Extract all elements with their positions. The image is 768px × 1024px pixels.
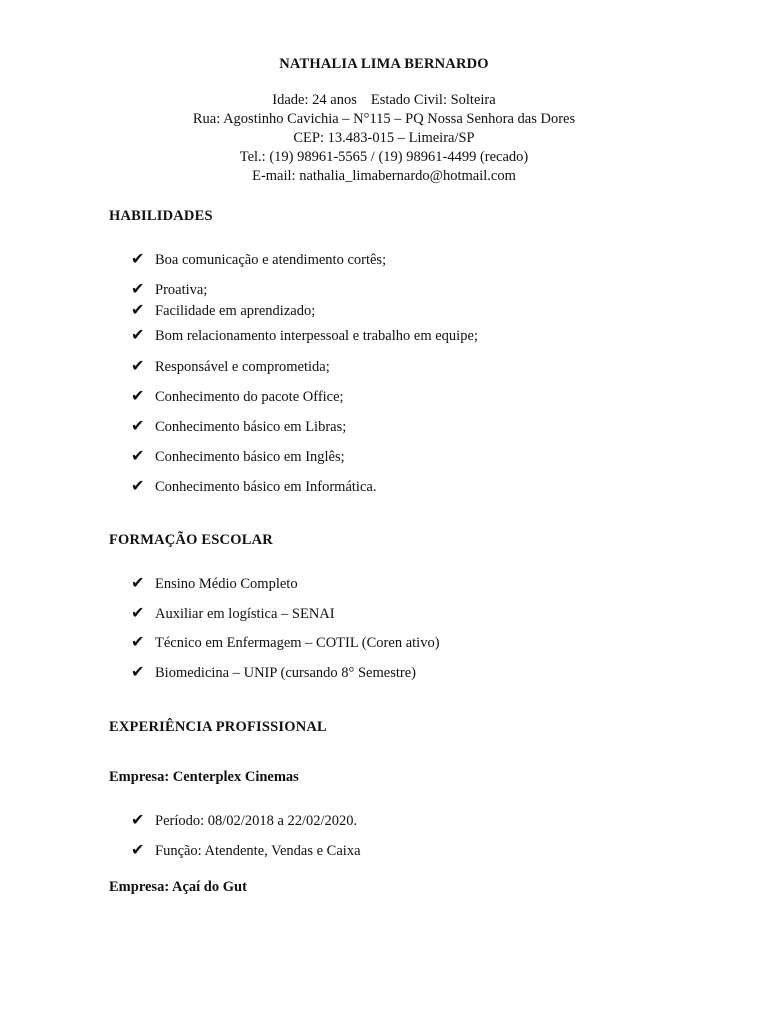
experience-item: ✔ Período: 08/02/2018 a 22/02/2020. bbox=[131, 810, 358, 829]
check-mark-icon: ✔ bbox=[131, 386, 145, 405]
check-mark-icon: ✔ bbox=[131, 300, 145, 319]
experience-item: ✔ Função: Atendente, Vendas e Caixa bbox=[131, 840, 361, 859]
section-title-experiencia: EXPERIÊNCIA PROFISSIONAL bbox=[109, 719, 327, 735]
resume-header bbox=[0, 56, 768, 186]
check-mark-icon: ✔ bbox=[131, 810, 145, 829]
skill-item: ✔ Proativa; bbox=[131, 279, 208, 298]
skill-item: ✔ Bom relacionamento interpessoal e trabalho em equipe; bbox=[131, 325, 478, 344]
education-item: ✔ Auxiliar em logística – SENAI bbox=[131, 603, 335, 622]
check-mark-icon: ✔ bbox=[131, 325, 145, 344]
skill-item: ✔ Conhecimento básico em Libras; bbox=[131, 416, 347, 435]
skill-item: ✔ Boa comunicação e atendimento cortês; bbox=[131, 249, 387, 268]
education-item: ✔ Técnico em Enfermagem – COTIL (Coren ativo) bbox=[131, 632, 440, 651]
age-text: Idade: 24 anos bbox=[272, 92, 357, 108]
skill-item: ✔ Responsável e comprometida; bbox=[131, 356, 330, 375]
check-mark-icon: ✔ bbox=[131, 279, 145, 298]
email-text: E-mail: nathalia_limabernardo@hotmail.com bbox=[252, 168, 516, 184]
skill-item: ✔ Conhecimento básico em Informática. bbox=[131, 476, 377, 495]
company-name: Empresa: Centerplex Cinemas bbox=[109, 769, 299, 785]
civil-status-text: Estado Civil: Solteira bbox=[370, 92, 496, 108]
check-mark-icon: ✔ bbox=[131, 573, 145, 592]
address-text: Rua: Agostinho Cavichia – N°115 – PQ Nossa Senhora das Dores bbox=[192, 111, 576, 127]
check-mark-icon: ✔ bbox=[131, 632, 145, 651]
company-name: Empresa: Açaí do Gut bbox=[109, 879, 247, 895]
check-mark-icon: ✔ bbox=[131, 416, 145, 435]
candidate-name: NATHALIA LIMA BERNARDO bbox=[279, 56, 489, 72]
check-mark-icon: ✔ bbox=[131, 249, 145, 268]
cep-text: CEP: 13.483-015 – Limeira/SP bbox=[293, 130, 475, 146]
check-mark-icon: ✔ bbox=[131, 662, 145, 681]
check-mark-icon: ✔ bbox=[131, 446, 145, 465]
education-item: ✔ Biomedicina – UNIP (cursando 8° Semestre) bbox=[131, 662, 416, 681]
section-title-formacao: FORMAÇÃO ESCOLAR bbox=[109, 532, 273, 548]
check-mark-icon: ✔ bbox=[131, 476, 145, 495]
check-mark-icon: ✔ bbox=[131, 356, 145, 375]
skill-item: ✔ Facilidade em aprendizado; bbox=[131, 300, 316, 319]
check-mark-icon: ✔ bbox=[131, 603, 145, 622]
personal-info-line bbox=[0, 91, 768, 110]
skill-item: ✔ Conhecimento do pacote Office; bbox=[131, 386, 344, 405]
section-title-habilidades: HABILIDADES bbox=[109, 208, 213, 224]
phone-text: Tel.: (19) 98961-5565 / (19) 98961-4499 (recado) bbox=[239, 149, 529, 165]
skill-item: ✔ Conhecimento básico em Inglês; bbox=[131, 446, 345, 465]
education-item: ✔ Ensino Médio Completo bbox=[131, 573, 298, 592]
check-mark-icon: ✔ bbox=[131, 840, 145, 859]
